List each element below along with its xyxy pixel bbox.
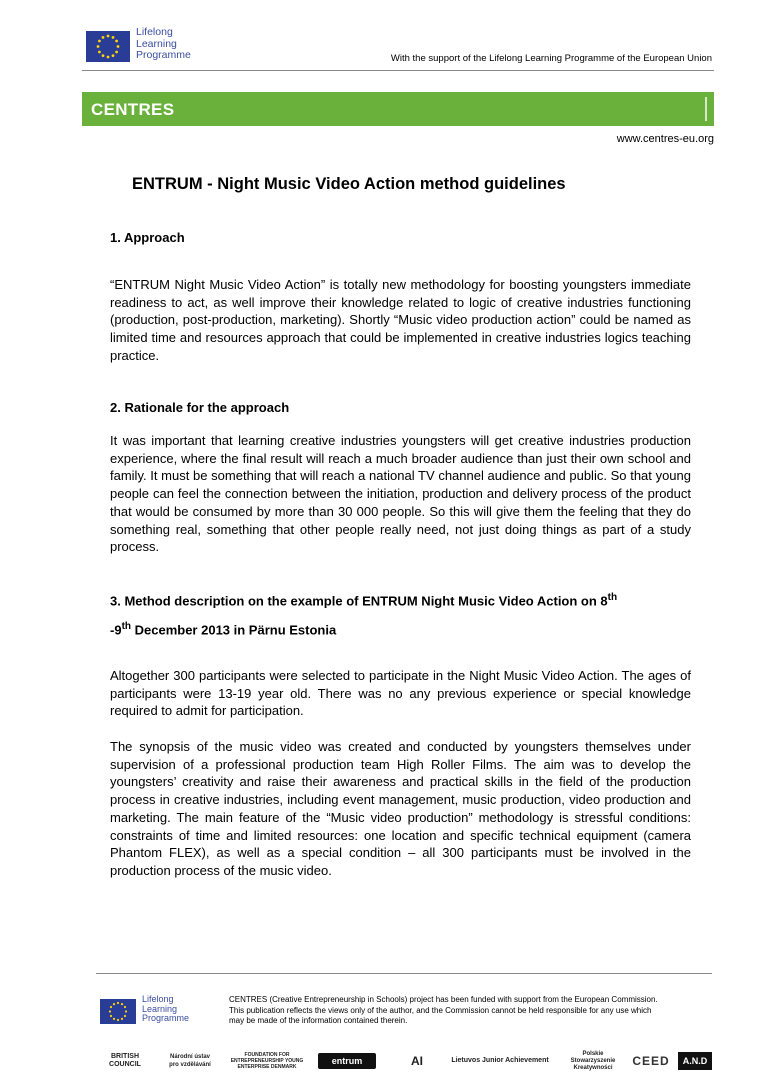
section-1-heading: 1. Approach (110, 230, 185, 245)
footer-eu-flag-icon (100, 999, 136, 1024)
partner-logo-nuv: Národní ústav pro vzdělávání (169, 1054, 211, 1068)
disclaimer-line-3: may be made of the information contained therein. (229, 1016, 408, 1025)
centres-band (82, 92, 714, 126)
section-2-paragraph: It was important that learning creative industries youngsters will get creative industries production experience, where the final result will reach a much broader audience than just their own school and family. It must be something that will reach a national TV channel audience and public. So that young people can feel the connection between the initiation, production and delivery process of the product that would be consumed by more than 30 000 people. So this will give them the feeling that they do something real, something that other people really need, not just doing things as part of a study process. (110, 433, 691, 555)
footer-logo-text (142, 995, 189, 1024)
heading-part: December 2013 in Pärnu Estonia (131, 622, 337, 638)
heading-superscript: th (121, 621, 132, 633)
footer-logo-line-3: Programme (142, 1013, 190, 1023)
section-3-paragraph-2: The synopsis of the music video was created and conducted by youngsters themselves under supervision of a professional production team High Roller Films. The aim was to develop the youngsters’ creativity and raise their awareness and practical skills in the field of the production process in creative industries, including event management, music production, video production and marketing. The main feature of the “Music video production” methodology is stressful conditions: constraints of time and limited resources: one location and specific technical equipment (camera Phantom FLEX), as well as a special condition – all 300 participants must be involved in the production process of the music video. (110, 739, 691, 878)
heading-superscript: th (607, 592, 618, 603)
footer-disclaimer (229, 995, 715, 1027)
section-3-heading (110, 585, 710, 644)
section-3-paragraph-1: Altogether 300 participants were selected to participate in the Night Music Video Action. The ages of participants were 13-19 year old. There was no any previous experience or special knowledge required to admit for participation. (110, 668, 691, 719)
footer-divider (96, 973, 712, 974)
disclaimer-line-2: This publication reflects the views only of the author, and the Commission cannot be held responsible for any use which (229, 1005, 652, 1015)
header-logo-text (136, 27, 191, 62)
header-divider (82, 70, 714, 71)
heading-part: -9 (110, 622, 122, 638)
heading-part: 3. Method description on the example of ENTRUM Night Music Video Action on 8 (110, 593, 608, 609)
logo-line-3: Programme (136, 49, 191, 61)
partner-logo-polskie: Polskie Stowarzyszenie Kreatywności (570, 1050, 616, 1071)
partner-logo-ai: AI (411, 1054, 423, 1068)
eu-flag-icon (86, 31, 130, 62)
logo-line-2: Learning (136, 37, 177, 50)
partner-logo-junior-achievement: Lietuvos Junior Achievement (451, 1057, 549, 1064)
section-1-paragraph: “ENTRUM Night Music Video Action” is totally new methodology for boosting youngsters immediate readiness to act, as well improve their knowledge related to logic of creative industries functioning (production, post-production, marketing). Shortly “Music video production action” could be named as limited time and resources approach that could be implemented in creative industries logics teaching practice. (110, 277, 691, 363)
partner-logo-and: A.N.D (678, 1052, 712, 1070)
partner-logo-ceed: CEED (632, 1054, 670, 1068)
support-line: With the support of the Lifelong Learning Programme of the European Union (390, 53, 712, 64)
document-title: ENTRUM - Night Music Video Action method guidelines (132, 175, 566, 193)
logo-line-1: Lifelong (136, 26, 173, 38)
disclaimer-line-1: CENTRES (Creative Entrepreneurship in Schools) project has been funded with support from the European Commission. (229, 995, 658, 1004)
section-2-heading: 2. Rationale for the approach (110, 400, 290, 415)
band-title: CENTRES (91, 100, 175, 119)
partner-logo-entrum: entrum (318, 1053, 376, 1069)
partner-logo-foundation: FOUNDATION FOR ENTREPRENEURSHIP YOUNG ENTERPRISE DENMARK (230, 1052, 304, 1070)
footer-logo-line-2: Learning (142, 1003, 178, 1014)
band-decoration (705, 97, 707, 121)
footer-logo-line-1: Lifelong (142, 994, 174, 1004)
website-link[interactable]: www.centres-eu.org (616, 133, 714, 145)
partner-logo-british-council: BRITISH COUNCIL (109, 1053, 141, 1068)
